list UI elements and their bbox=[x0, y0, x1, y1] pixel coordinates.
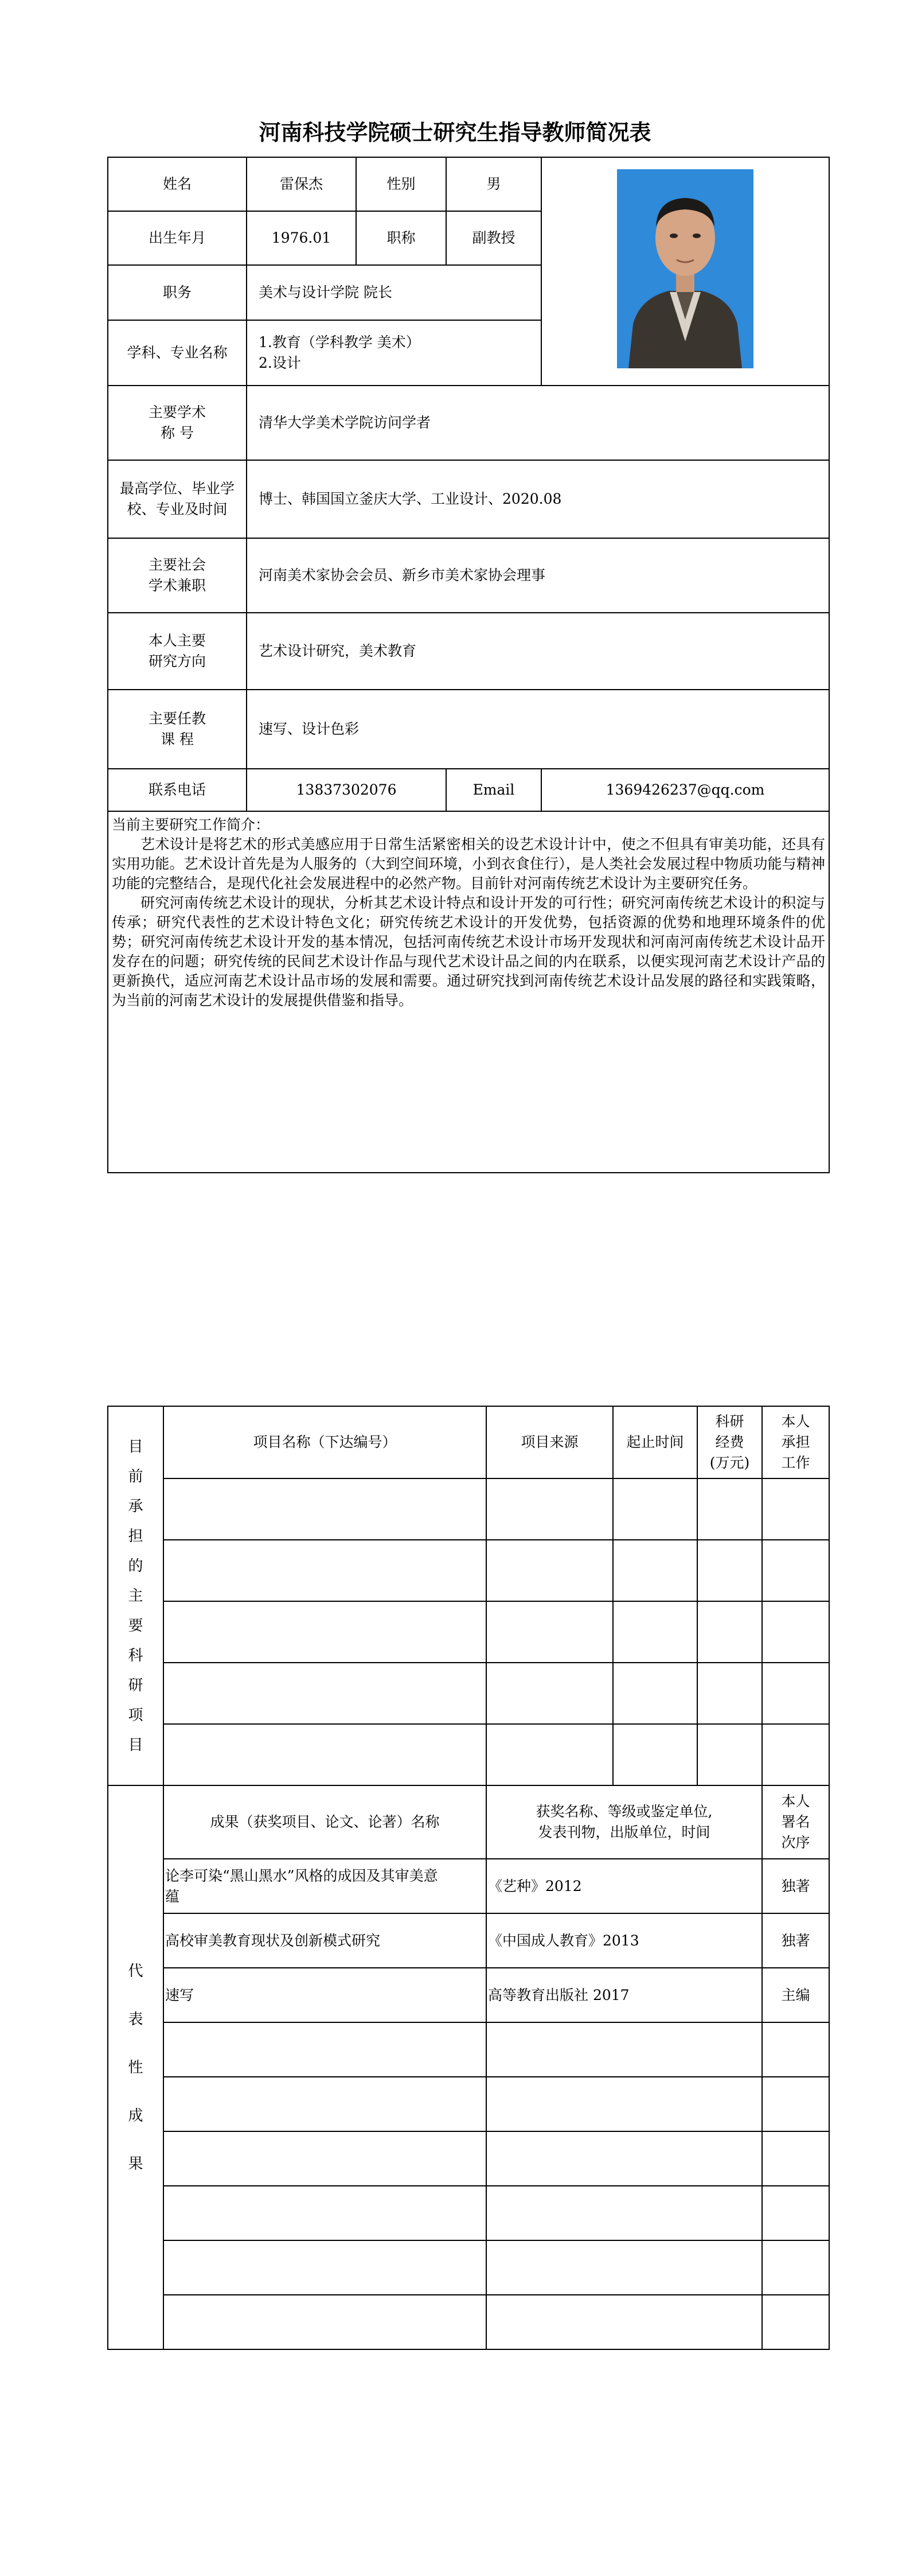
achievement-row bbox=[108, 1913, 829, 1968]
projects-side-char: 前 bbox=[128, 1468, 143, 1485]
achievement-name: 高校审美教育现状及创新模式研究 bbox=[163, 1913, 486, 1968]
achievement-row-empty bbox=[108, 2186, 829, 2240]
projects-achievements-table bbox=[107, 1406, 830, 2350]
social-label-line-2: 学术兼职 bbox=[148, 577, 206, 594]
name-label: 姓名 bbox=[108, 157, 247, 211]
research-summary-heading: 当前主要研究工作简介： bbox=[112, 816, 270, 833]
gender-value: 男 bbox=[446, 157, 541, 211]
position-value: 美术与设计学院 院长 bbox=[247, 265, 541, 320]
achievement-source: 《中国成人教育》2013 bbox=[486, 1913, 762, 1968]
projects-side-char: 主 bbox=[128, 1587, 143, 1605]
email-label: Email bbox=[446, 769, 541, 811]
achievement-source-header-line: 获奖名称、等级或鉴定单位, bbox=[536, 1803, 713, 1820]
achievements-side-char: 性 bbox=[128, 2059, 143, 2076]
achievement-name-header: 成果（获奖项目、论文、论著）名称 bbox=[163, 1785, 486, 1859]
projects-side-label bbox=[108, 1406, 163, 1785]
research-summary-paragraph-1: 艺术设计是将艺术的形式美感应用于日常生活紧密相关的设艺术设计计中，使之不但具有审美功能，还具有实用功能。艺术设计首先是为人服务的（大到空间环境，小到衣食住行），是人类社会发展过程中物质功能与精神功能的完整结合，是现代化社会发展进程中的必然产物。目前针对河南传统艺术设计为主要研究任务。 bbox=[112, 836, 825, 892]
projects-side-char: 担 bbox=[128, 1527, 143, 1545]
achievement-rank: 独著 bbox=[762, 1859, 829, 1913]
research-value: 艺术设计研究，美术教育 bbox=[247, 613, 829, 690]
social-value: 河南美术家协会会员、新乡市美术家协会理事 bbox=[247, 538, 829, 613]
project-funds-header bbox=[697, 1406, 762, 1478]
funds-header-line: 科研 bbox=[715, 1413, 744, 1430]
projects-side-char: 承 bbox=[128, 1497, 143, 1515]
degree-label-line-2: 校、专业及时间 bbox=[127, 501, 228, 517]
achievement-row-empty bbox=[108, 2295, 829, 2349]
rank-label: 职称 bbox=[356, 211, 446, 265]
phone-label: 联系电话 bbox=[108, 769, 247, 811]
honor-label-line-2: 称 号 bbox=[161, 425, 194, 441]
achievements-side-char: 表 bbox=[128, 2010, 143, 2028]
projects-side-char: 科 bbox=[128, 1647, 143, 1664]
courses-label-line-1: 主要任教 bbox=[148, 710, 206, 727]
achievement-row-empty bbox=[108, 2240, 829, 2295]
project-source-header: 项目来源 bbox=[486, 1406, 613, 1478]
courses-label-line-2: 课 程 bbox=[161, 731, 194, 748]
social-label-line-1: 主要社会 bbox=[148, 557, 206, 573]
projects-side-char: 的 bbox=[128, 1557, 143, 1575]
research-summary bbox=[108, 811, 829, 1173]
achievement-rank-header bbox=[762, 1785, 829, 1859]
position-label: 职务 bbox=[108, 265, 247, 320]
phone-value: 13837302076 bbox=[247, 769, 446, 811]
project-period-header: 起止时间 bbox=[613, 1406, 697, 1478]
achievement-rank: 独著 bbox=[762, 1913, 829, 1968]
achievement-name bbox=[163, 1859, 486, 1913]
degree-label-line-1: 最高学位、毕业学 bbox=[119, 480, 235, 497]
funds-header-line: 经费 bbox=[715, 1434, 744, 1450]
birth-label: 出生年月 bbox=[108, 211, 247, 265]
rank-value: 副教授 bbox=[446, 211, 541, 265]
role-header-line: 本人 bbox=[781, 1413, 810, 1430]
project-row bbox=[108, 1601, 829, 1663]
project-row bbox=[108, 1724, 829, 1785]
research-label bbox=[108, 613, 247, 690]
achievement-row-empty bbox=[108, 2077, 829, 2131]
funds-header-line: (万元) bbox=[709, 1454, 750, 1471]
basic-info-table bbox=[107, 157, 830, 1173]
research-summary-paragraph-2: 研究河南传统艺术设计的现状，分析其艺术设计特点和设计开发的可行性；研究河南传统艺术设计的积淀与传承；研究代表性的艺术设计特色文化；研究传统艺术设计的开发优势，包括资源的优势和地理环境条件的优势；研究河南传统艺术设计开发的基本情况，包括河南传统艺术设计市场开发现状和河南河南传统艺术设计品开发存在的问题；研究传统的民间艺术设计作品与现代艺术设计品之间的内在联系，以便实现河南艺术设计产品的更新换代，适应河南艺术设计品市场的发展和需要。通过研究找到河南传统艺术设计品发展的路径和实践策略，为当前的河南艺术设计的发展提供借鉴和指导。 bbox=[112, 894, 825, 1009]
rank-header-line: 本人 bbox=[781, 1793, 810, 1810]
achievement-source-header-line: 发表刊物，出版单位，时间 bbox=[538, 1824, 710, 1840]
courses-label bbox=[108, 690, 247, 769]
achievement-source-header bbox=[486, 1785, 762, 1859]
discipline-item-1: 1.教育（学科教学 美术） bbox=[259, 334, 420, 351]
honor-label-line-1: 主要学术 bbox=[148, 404, 206, 421]
achievements-side-char: 成 bbox=[128, 2107, 143, 2124]
achievement-row-empty bbox=[108, 2131, 829, 2186]
role-header-line: 承担 bbox=[781, 1434, 810, 1450]
degree-value: 博士、韩国国立釜庆大学、工业设计、2020.08 bbox=[247, 460, 829, 538]
projects-side-char: 目 bbox=[128, 1736, 143, 1754]
courses-value: 速写、设计色彩 bbox=[247, 690, 829, 769]
rank-header-line: 署名 bbox=[781, 1814, 810, 1830]
research-label-line-2: 研究方向 bbox=[148, 653, 206, 670]
email-value: 1369426237@qq.com bbox=[541, 769, 829, 811]
social-label bbox=[108, 538, 247, 613]
rank-header-line: 次序 bbox=[781, 1834, 810, 1851]
projects-side-char: 要 bbox=[128, 1617, 143, 1635]
achievement-source: 高等教育出版社 2017 bbox=[486, 1968, 762, 2022]
achievements-side-char: 代 bbox=[128, 1962, 143, 1980]
role-header-line: 工作 bbox=[781, 1454, 810, 1471]
degree-label bbox=[108, 460, 247, 538]
projects-side-char: 目 bbox=[128, 1438, 143, 1456]
photo-cell bbox=[541, 157, 829, 386]
project-row bbox=[108, 1478, 829, 1540]
project-role-header bbox=[762, 1406, 829, 1478]
portrait-illustration bbox=[617, 169, 753, 368]
achievement-rank: 主编 bbox=[762, 1968, 829, 2022]
achievement-name-line: 蕴 bbox=[165, 1888, 180, 1905]
projects-side-char: 研 bbox=[128, 1676, 143, 1694]
achievement-name: 速写 bbox=[163, 1968, 486, 2022]
achievements-side-char: 果 bbox=[128, 2155, 143, 2173]
achievement-source: 《艺种》2012 bbox=[486, 1859, 762, 1913]
honor-label bbox=[108, 386, 247, 460]
discipline-value bbox=[247, 320, 541, 386]
projects-side-char: 项 bbox=[128, 1706, 143, 1724]
discipline-item-2: 2.设计 bbox=[259, 355, 301, 371]
project-row bbox=[108, 1663, 829, 1724]
page-title: 河南科技学院硕士研究生指导教师简况表 bbox=[259, 120, 651, 145]
honor-value: 清华大学美术学院访问学者 bbox=[247, 386, 829, 460]
achievement-row bbox=[108, 1968, 829, 2022]
portrait-photo bbox=[617, 169, 753, 368]
gender-label: 性别 bbox=[356, 157, 446, 211]
project-name-header: 项目名称（下达编号） bbox=[163, 1406, 486, 1478]
name-value: 雷保杰 bbox=[247, 157, 356, 211]
achievement-row bbox=[108, 1859, 829, 1913]
achievement-name-line: 论李可染“黑山黑水”风格的成因及其审美意 bbox=[165, 1867, 438, 1884]
discipline-label: 学科、专业名称 bbox=[108, 320, 247, 386]
project-row bbox=[108, 1540, 829, 1601]
birth-value: 1976.01 bbox=[247, 211, 356, 265]
achievements-side-label bbox=[108, 1785, 163, 2349]
research-label-line-1: 本人主要 bbox=[148, 632, 206, 649]
achievement-row-empty bbox=[108, 2022, 829, 2077]
